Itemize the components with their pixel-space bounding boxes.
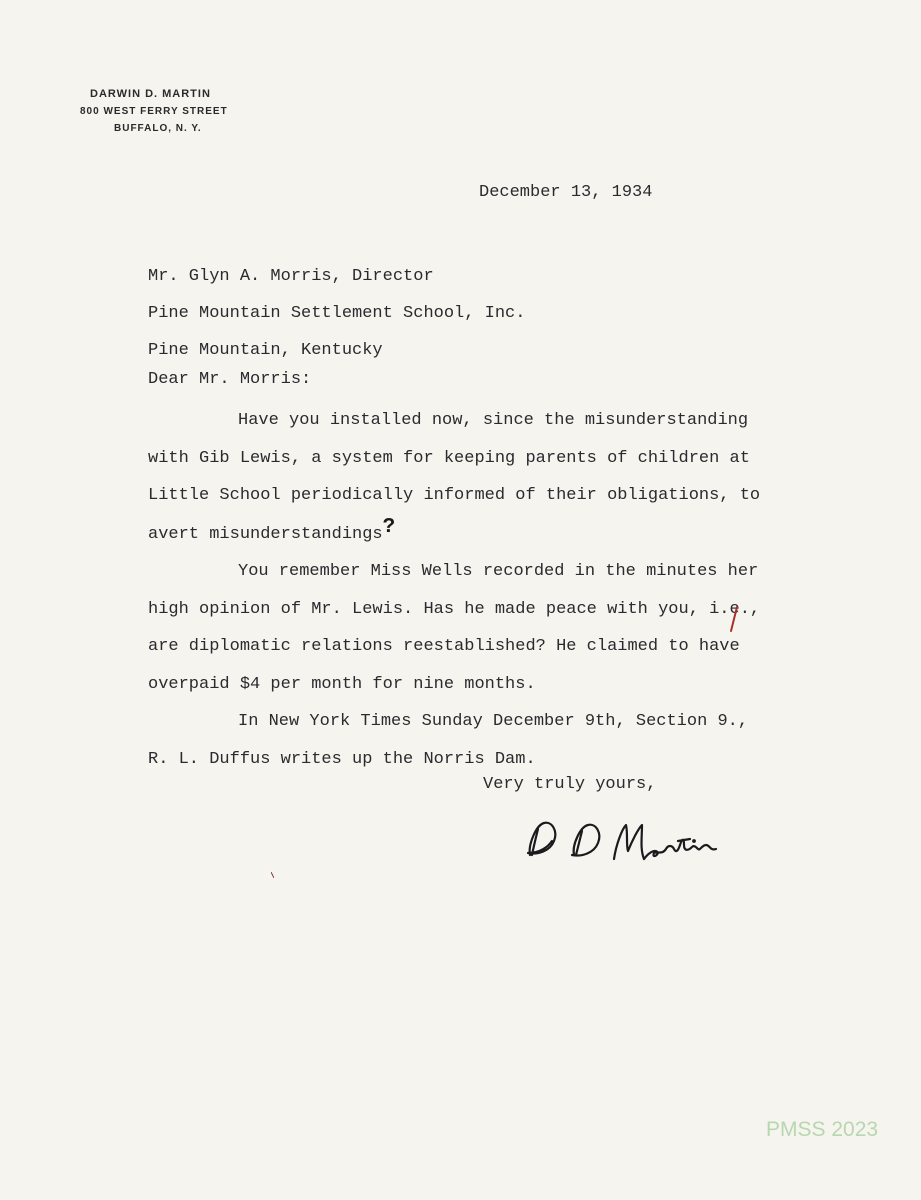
paragraph-3-line: In New York Times Sunday December 9th, Section 9., xyxy=(238,712,749,731)
handwritten-question-mark: ? xyxy=(382,515,396,539)
recipient-name: Mr. Glyn A. Morris, Director xyxy=(148,267,434,286)
letterhead-city: BUFFALO, N. Y. xyxy=(114,123,202,134)
letterhead-name: DARWIN D. MARTIN xyxy=(90,88,211,100)
paragraph-1-line: Little School periodically informed of their obligations, to xyxy=(148,486,761,505)
recipient-organization: Pine Mountain Settlement School, Inc. xyxy=(148,304,526,323)
letter-date: December 13, 1934 xyxy=(479,183,653,202)
archive-watermark: PMSS 2023 xyxy=(766,1118,879,1141)
inside-address xyxy=(148,258,525,369)
recipient-location: Pine Mountain, Kentucky xyxy=(148,341,383,360)
red-pen-mark xyxy=(728,605,740,633)
paragraph-1-line: with Gib Lewis, a system for keeping parents of children at xyxy=(148,448,750,468)
complimentary-close: Very truly yours, xyxy=(483,775,657,794)
paragraph-2-line: overpaid $4 per month for nine months. xyxy=(148,674,536,694)
paragraph-1-line: Have you installed now, since the misunderstanding xyxy=(238,411,749,430)
handwritten-signature xyxy=(522,815,732,877)
letter-body xyxy=(148,402,760,778)
letterhead-street: 800 WEST FERRY STREET xyxy=(80,106,228,117)
paragraph-2-line: high opinion of Mr. Lewis. Has he made peace with you, i.e., xyxy=(148,599,761,619)
paragraph-2-line: You remember Miss Wells recorded in the minutes her xyxy=(238,562,759,581)
letterhead xyxy=(80,86,228,137)
paragraph-3-line: R. L. Duffus writes up the Norris Dam. xyxy=(148,749,536,769)
salutation: Dear Mr. Morris: xyxy=(148,370,312,389)
paragraph-1-last-line xyxy=(148,515,760,554)
paragraph-1-text: avert misunderstandings xyxy=(148,524,383,544)
paragraph-2-line: are diplomatic relations reestablished? He claimed to have xyxy=(148,637,740,656)
paper-speck xyxy=(271,872,274,878)
